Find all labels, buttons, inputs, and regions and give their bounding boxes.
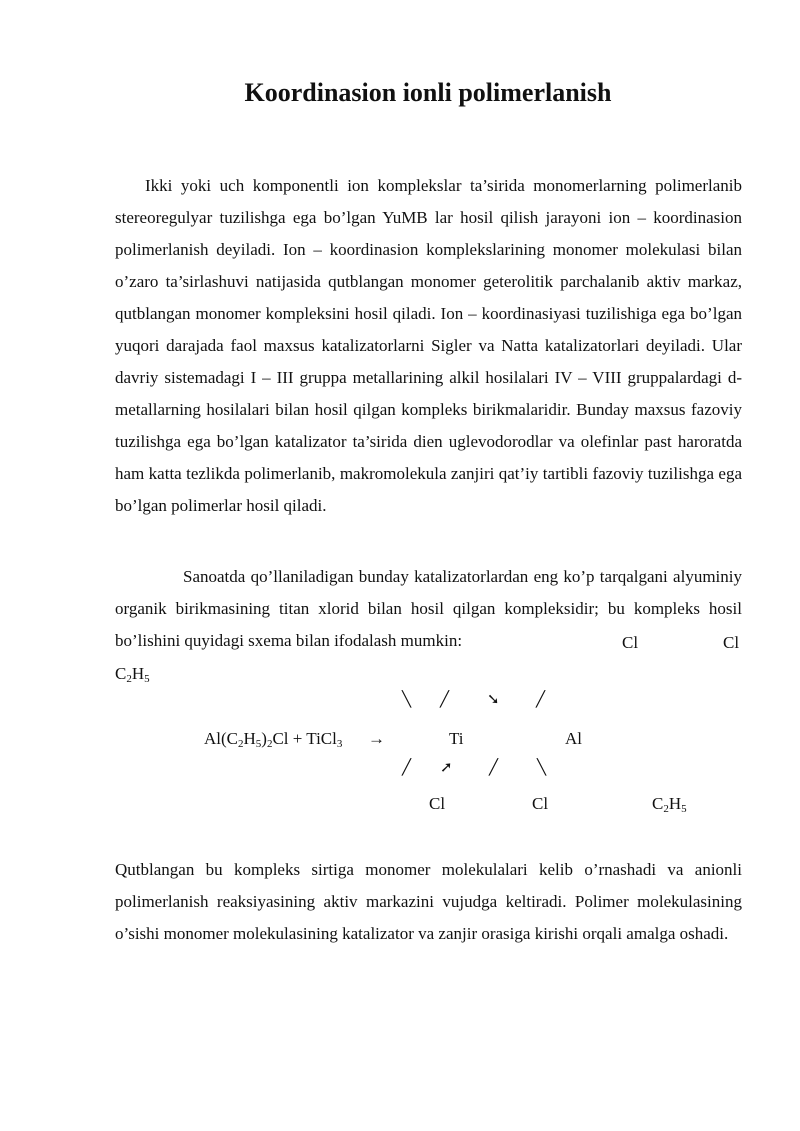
scheme-bond-bottom-2: ➚ [440,760,453,776]
scheme-bottom-cl-right: Cl [532,794,549,813]
paragraph-industrial-catalyst: Sanoatda qo’llaniladigan bunday katalizatorlardan eng ko’p tarqalgani alyuminiy organik birikmasining titan xlorid bilan hosil qilgan kompleksidir; bu kompleks hosil bo’lishini quyidagi sxema bilan ifodalash mumkin: [115,567,742,650]
scheme-top-ethyl: $C_2H_5$ [115,664,150,685]
scheme-al: Al [565,729,582,748]
scheme-bond-top-4: ╱ [536,692,546,708]
scheme-bottom-cl-left: Cl [429,794,446,813]
scheme-ti: Ti [449,729,464,748]
scheme-bond-top-1: ╲ [402,692,412,708]
paragraph-intro: Ikki yoki uch komponentli ion komplekslar ta’sirida monomerlarning polimerlanib stereoregulyar tuzilishga ega bo’lgan YuMB lar hosil qilish jarayoni ion – koordinasion polimerlanish deyiladi. Ion – koordinasion komplekslarining monomer molekulasi bilan o’zaro ta’sirlashuvi natijasida qutblangan monomer geterolitik parchalanib aktiv markaz, qutblangan monomer kompleksini hosil qiladi. Ion – koordinasiyasi tuzilishiga ega bo’lgan yuqori darajada faol maxsus katalizatorlarni Sigler va Natta katalizatorlari deyiladi. Ular davriy sistemadagi I – III gruppa metallarining alkil hosilalari IV – VIII gruppalardagi d-metallarning hosilalari bilan hosil qilgan kompleks birikmalaridir. Bunday maxsus fazoviy tuzilishga ega bo’lgan katalizator ta’sirida dien uglevodorodlar va olefinlar past haroratda ham katta tezlikda polimerlanib, makromolekula zanjiri qat’iy tartibli fazoviy tuzilishga ega bo’lgan polimerlar hosil qiladi. [115,176,742,515]
scheme-top-cl-right: Cl [723,633,740,652]
scheme-bond-bottom-1: ╱ [402,760,412,776]
paragraph-conclusion: Qutblangan bu kompleks sirtiga monomer molekulalari kelib o’rnashadi va anionli polimerlanish reaksiyasining aktiv markazini vujudga keltiradi. Polimer molekulasining o’sishi monomer molekulasining katalizator va zanjir orasiga kirishi orqali amalga oshadi. [115,860,742,943]
page-title: Koordinasion ionli polimerlanish [244,78,612,107]
scheme-bottom-ethyl: $C_2H_5$ [652,794,687,815]
scheme-top-cl-left: Cl [622,633,639,652]
scheme-reaction-arrow: → [368,729,385,748]
scheme-reactants: $Al(C_2H_5)_2Cl$ + TiCl$_3$ [204,729,343,750]
scheme-bond-top-2: ╱ [440,692,450,708]
scheme-bond-bottom-4: ╲ [537,760,547,776]
scheme-bond-bottom-3: ╱ [489,760,499,776]
scheme-bond-top-3: ➘ [487,692,500,708]
